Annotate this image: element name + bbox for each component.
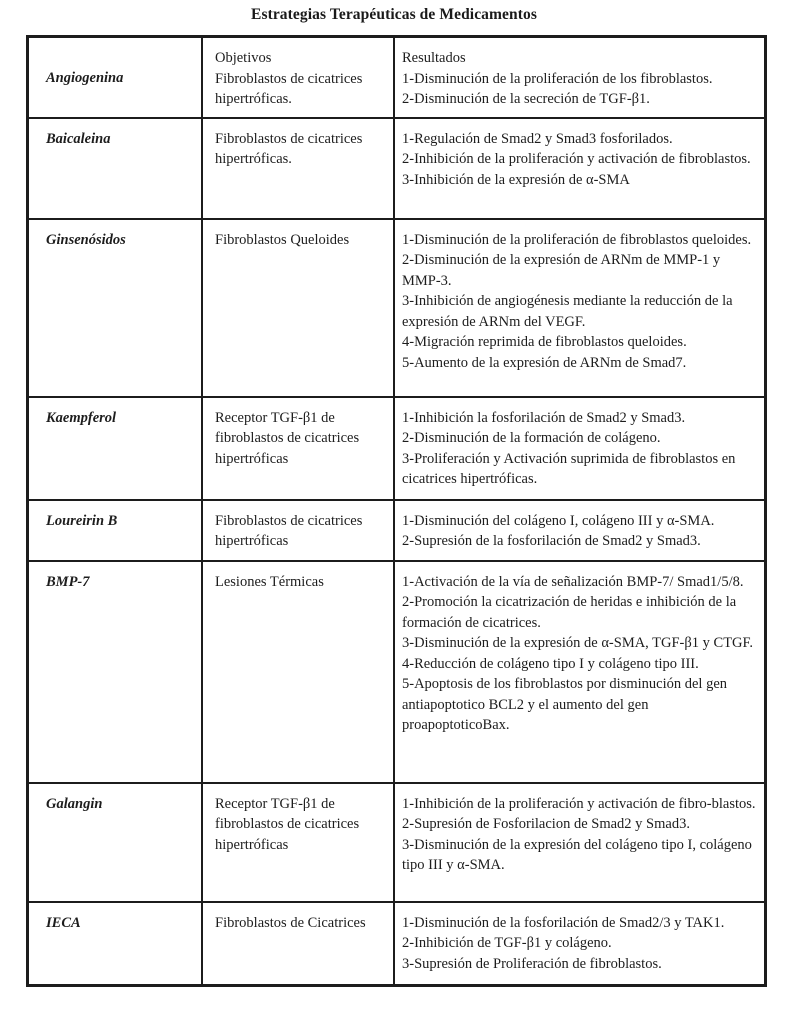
table-row xyxy=(28,397,766,500)
objetivo-cell xyxy=(202,500,394,561)
objetivo-cell xyxy=(202,561,394,783)
resultado-item: 2-Disminución de la secreción de TGF-β1. xyxy=(402,91,650,107)
objetivo-cell xyxy=(202,219,394,397)
resultados-cell xyxy=(394,561,766,783)
objetivo-text: Fibroblastos de Cicatrices xyxy=(215,914,366,931)
drug-name: Angiogenina xyxy=(46,70,124,86)
resultado-item: 1-Disminución de la proliferación de los fibroblastos. xyxy=(402,70,713,87)
objetivo-text: Lesiones Térmicas xyxy=(215,573,324,590)
drug-cell xyxy=(28,118,203,219)
resultado-item: 2-Supresión de la fosforilación de Smad2 y Smad3. xyxy=(402,533,701,549)
objetivo-text: Fibroblastos de cicatrices hipertróficas. xyxy=(215,70,363,107)
table-row xyxy=(28,783,766,902)
drug-name: Kaempferol xyxy=(46,409,117,426)
resultado-item: 3-Inhibición de la expresión de α-SMA xyxy=(402,171,630,188)
drug-cell xyxy=(28,397,203,500)
resultado-item: 1-Regulación de Smad2 y Smad3 fosforilados. xyxy=(402,130,673,147)
objetivo-text: Fibroblastos de cicatrices hipertróficas xyxy=(215,512,363,549)
resultados-cell xyxy=(394,219,766,397)
table-row xyxy=(28,561,766,783)
resultados-cell xyxy=(394,902,766,986)
objetivo-cell xyxy=(202,902,394,986)
objetivo-cell xyxy=(202,397,394,500)
column-header-resultados: Resultados xyxy=(402,50,466,66)
drug-cell xyxy=(28,219,203,397)
table-row xyxy=(28,37,766,118)
resultados-cell xyxy=(394,118,766,219)
resultado-item: 4-Migración reprimida de fibroblastos queloides. xyxy=(402,334,687,350)
drug-cell xyxy=(28,561,203,783)
resultado-item: 2-Inhibición de la proliferación y activación de fibroblastos. xyxy=(402,151,751,167)
resultado-item: 1-Inhibición de la proliferación y activación de fibro-blastos. xyxy=(402,795,756,812)
objetivo-text: Receptor TGF-β1 de fibroblastos de cicatrices hipertróficas xyxy=(215,409,360,467)
objetivo-text: Fibroblastos de cicatrices hipertróficas. xyxy=(215,130,363,167)
drug-name: Loureirin B xyxy=(46,512,118,529)
resultado-item: 3-Supresión de Proliferación de fibroblastos. xyxy=(402,955,662,972)
resultado-item: 3-Inhibición de angiogénesis mediante la reducción de la expresión de ARNm del VEGF. xyxy=(402,293,733,330)
objetivo-cell xyxy=(202,118,394,219)
table-row xyxy=(28,118,766,219)
resultado-item: 3-Disminución de la expresión del colágeno tipo I, colágeno tipo III y α-SMA. xyxy=(402,836,752,873)
resultado-item: 3-Disminución de la expresión de α-SMA, TGF-β1 y CTGF. xyxy=(402,635,754,651)
objetivo-cell xyxy=(202,783,394,902)
drug-cell xyxy=(28,500,203,561)
drug-name: Baicaleina xyxy=(46,130,111,147)
resultado-item: 3-Proliferación y Activación suprimida de fibroblastos en cicatrices hipertróficas. xyxy=(402,450,736,487)
drug-name: Galangin xyxy=(46,795,103,812)
resultado-item: 2-Supresión de Fosforilacion de Smad2 y Smad3. xyxy=(402,816,690,832)
resultado-item: 1-Inhibición la fosforilación de Smad2 y Smad3. xyxy=(402,409,686,426)
drug-name: Ginsenósidos xyxy=(46,231,126,248)
drug-cell xyxy=(28,902,203,986)
objetivo-text: Receptor TGF-β1 de fibroblastos de cicatrices hipertróficas xyxy=(215,795,360,853)
drug-name: BMP-7 xyxy=(46,573,90,590)
resultado-item: 2-Disminución de la formación de colágeno. xyxy=(402,430,661,446)
table-title: Estrategias Terapéuticas de Medicamentos xyxy=(251,6,537,23)
table-row xyxy=(28,500,766,561)
objetivo-text: Fibroblastos Queloides xyxy=(215,231,350,248)
resultados-cell xyxy=(394,37,766,118)
column-header-objetivos: Objetivos xyxy=(215,50,272,66)
resultado-item: 4-Reducción de colágeno tipo I y colágeno tipo III. xyxy=(402,655,699,672)
table-row xyxy=(28,902,766,986)
resultado-item: 2-Disminución de la expresión de ARNm de MMP-1 y MMP-3. xyxy=(402,252,721,289)
resultado-item: 5-Apoptosis de los fibroblastos por disminución del gen antiapoptotico BCL2 y el aumento del gen proapoptoticoBax. xyxy=(402,676,728,733)
resultado-item: 1-Disminución de la proliferación de fibroblastos queloides. xyxy=(402,231,752,248)
drug-name: IECA xyxy=(46,914,81,931)
resultado-item: 2-Promoción la cicatrización de heridas e inhibición de la formación de cicatrices. xyxy=(402,594,737,631)
resultados-cell xyxy=(394,783,766,902)
resultados-cell xyxy=(394,500,766,561)
drug-cell xyxy=(28,37,203,118)
table-row xyxy=(28,219,766,397)
resultado-item: 1-Activación de la vía de señalización BMP-7/ Smad1/5/8. xyxy=(402,573,744,590)
resultado-item: 5-Aumento de la expresión de ARNm de Smad7. xyxy=(402,354,687,371)
resultado-item: 1-Disminución de la fosforilación de Smad2/3 y TAK1. xyxy=(402,914,725,931)
drug-cell xyxy=(28,783,203,902)
resultados-cell xyxy=(394,397,766,500)
therapeutic-strategies-table xyxy=(26,35,767,987)
resultado-item: 2-Inhibición de TGF-β1 y colágeno. xyxy=(402,935,612,951)
objetivo-cell xyxy=(202,37,394,118)
resultado-item: 1-Disminución del colágeno I, colágeno III y α-SMA. xyxy=(402,512,715,529)
